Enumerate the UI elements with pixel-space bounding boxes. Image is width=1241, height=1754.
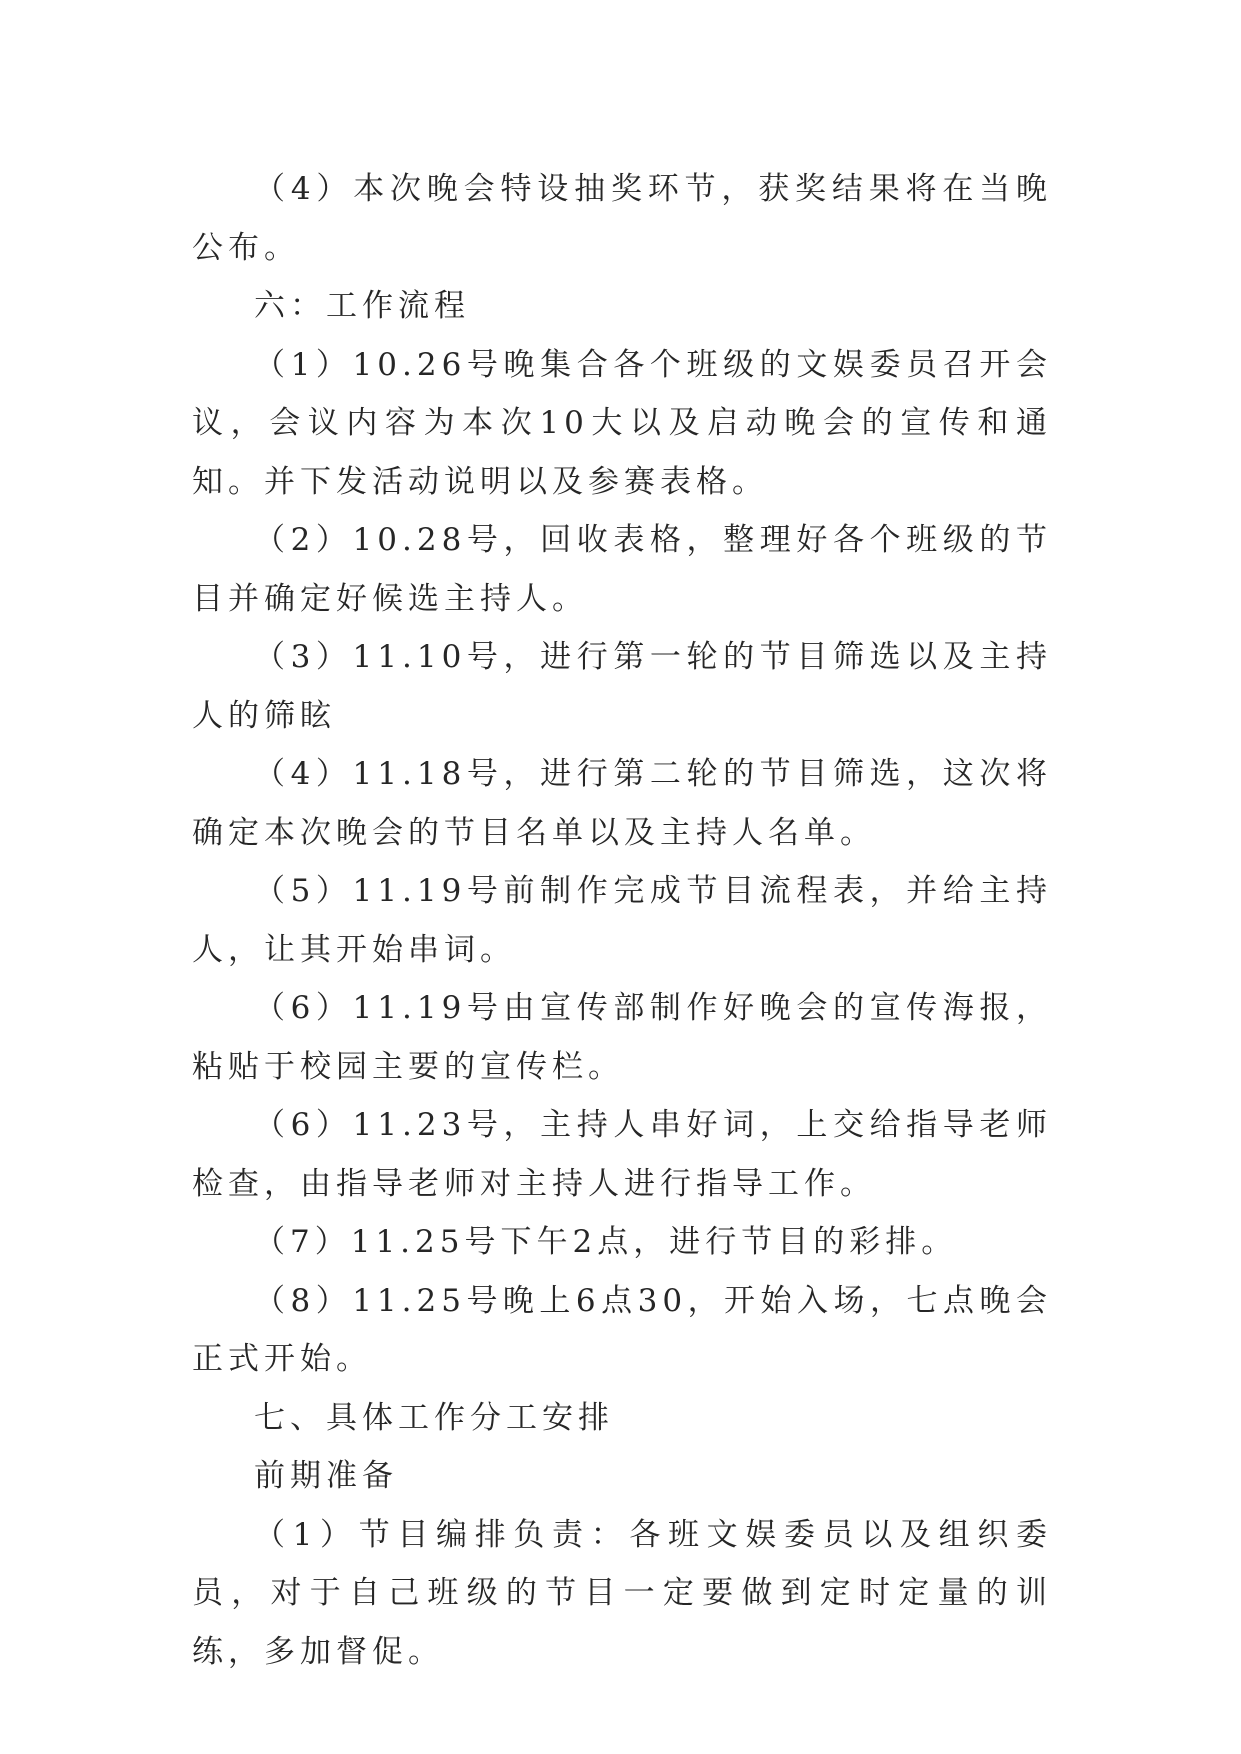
- workflow-step-4: （4）11.18号，进行第二轮的节目筛选，这次将确定本次晚会的节目名单以及主持人名单。: [192, 756, 1052, 851]
- workflow-step-8: （8）11.25号晚上6点30，开始入场，七点晚会正式开始。: [192, 1282, 1052, 1377]
- workflow-step-5: （5）11.19号前制作完成节目流程表，并给主持人，让其开始串词。: [192, 873, 1052, 968]
- document-body: [192, 160, 1052, 1681]
- preparation-item-1: （1）节目编排负责：各班文娱委员以及组织委员，对于自己班级的节目一定要做到定时定量的训练，多加督促。: [192, 1516, 1052, 1670]
- workflow-step-3: （3）11.10号，进行第一轮的节目筛选以及主持人的筛眩: [192, 639, 1052, 734]
- workflow-step-6a: （6）11.19号由宣传部制作好晚会的宣传海报，粘贴于校园主要的宣传栏。: [192, 990, 1052, 1085]
- workflow-step-6b: （6）11.23号，主持人串好词，上交给指导老师检查，由指导老师对主持人进行指导工作。: [192, 1107, 1052, 1202]
- workflow-step-1: （1）10.26号晚集合各个班级的文娱委员召开会议，会议内容为本次10大以及启动晚会的宣传和通知。并下发活动说明以及参赛表格。: [192, 346, 1052, 500]
- section-heading-workflow: 六：工作流程: [254, 288, 470, 324]
- workflow-step-2: （2）10.28号，回收表格，整理好各个班级的节目并确定好候选主持人。: [192, 522, 1052, 617]
- subheading-preparation: 前期准备: [254, 1458, 398, 1494]
- paragraph-lottery-note: （4）本次晚会特设抽奖环节，获奖结果将在当晚公布。: [192, 171, 1052, 266]
- workflow-step-7: （7）11.25号下午2点，进行节目的彩排。: [254, 1224, 958, 1260]
- section-heading-division: 七、具体工作分工安排: [254, 1399, 614, 1436]
